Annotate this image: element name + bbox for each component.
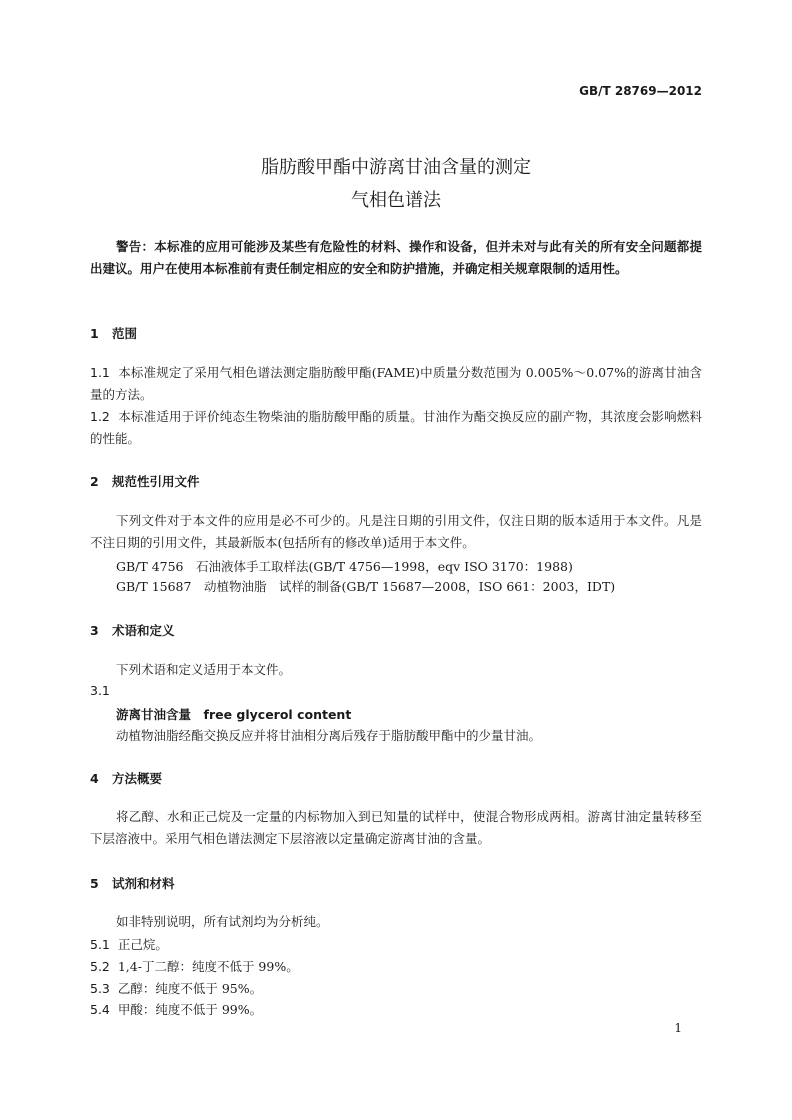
section-number: 1 <box>90 326 99 341</box>
section-title: 范围 <box>112 326 138 341</box>
section-number: 5 <box>90 876 99 891</box>
reagent-number: 5.4 <box>90 1002 110 1017</box>
reagent-item <box>90 979 262 997</box>
warning-paragraph: 警告：本标准的应用可能涉及某些有危险性的材料、操作和设备，但并未对与此有关的所有安全问题都提出建议。用户在使用本标准前有责任制定相应的安全和防护措施，并确定相关规章限制的适用性。 <box>90 239 702 276</box>
document-title: 脂肪酸甲酯中游离甘油含量的测定 <box>261 157 531 178</box>
section-title: 规范性引用文件 <box>112 474 200 489</box>
reagent-text: 甲酸：纯度不低于 99%。 <box>117 1002 263 1017</box>
section-number: 3 <box>90 623 99 638</box>
section-2-heading <box>90 472 200 490</box>
clause-text: 本标准适用于评价纯态生物柴油的脂肪酸甲酯的质量。甘油作为酯交换反应的副产物，其浓度会影响燃料的性能。 <box>90 409 702 446</box>
section-4-text: 将乙醇、水和正己烷及一定量的内标物加入到已知量的试样中，使混合物形成两相。游离甘油定量转移至下层溶液中。采用气相色谱法测定下层溶液以定量确定游离甘油的含量。 <box>90 809 702 846</box>
section-title: 术语和定义 <box>112 623 175 638</box>
reagent-text: 1,4-丁二醇：纯度不低于 99%。 <box>117 959 299 974</box>
clause-1-2 <box>90 406 702 450</box>
clause-1-1 <box>90 362 702 406</box>
reagent-text: 正己烷。 <box>117 937 168 952</box>
document-subtitle: 气相色谱法 <box>351 190 441 211</box>
section-5-heading <box>90 874 175 892</box>
clause-text: 本标准规定了采用气相色谱法测定脂肪酸甲酯(FAME)中质量分数范围为 0.005%～0.07%的游离甘油含量的方法。 <box>90 365 703 402</box>
section-title: 试剂和材料 <box>112 876 175 891</box>
term-heading: 游离甘油含量 free glycerol content <box>116 707 352 722</box>
reagent-number: 5.2 <box>90 959 110 974</box>
clause-3-1-number: 3.1 <box>90 683 110 698</box>
reagent-text: 乙醇：纯度不低于 95%。 <box>117 981 263 996</box>
section-1-heading <box>90 324 137 342</box>
section-2-intro: 下列文件对于本文件的应用是必不可少的。凡是注日期的引用文件，仅注日期的版本适用于本文件。凡是不注日期的引用文件，其最新版本(包括所有的修改单)适用于本文件。 <box>90 513 702 550</box>
section-number: 2 <box>90 474 99 489</box>
reagent-item <box>90 935 168 953</box>
reagent-item <box>90 1000 262 1018</box>
reagent-number: 5.1 <box>90 937 110 952</box>
reference-gb-t-15687: GB/T 15687 动植物油脂 试样的制备(GB/T 15687—2008，ISO 661：2003，IDT) <box>116 579 616 594</box>
section-4-heading <box>90 769 162 787</box>
section-3-intro: 下列术语和定义适用于本文件。 <box>116 662 292 677</box>
page-number: 1 <box>674 1021 682 1035</box>
standard-code: GB/T 28769—2012 <box>579 84 702 98</box>
section-3-heading <box>90 621 175 639</box>
clause-number: 1.2 <box>90 409 110 424</box>
clause-number: 1.1 <box>90 365 110 380</box>
reference-gb-t-4756: GB/T 4756 石油液体手工取样法(GB/T 4756—1998，eqv ISO 3170：1988) <box>116 559 573 574</box>
reagent-number: 5.3 <box>90 981 110 996</box>
section-title: 方法概要 <box>112 771 163 786</box>
section-number: 4 <box>90 771 99 786</box>
section-5-intro: 如非特别说明，所有试剂均为分析纯。 <box>116 914 329 929</box>
term-definition: 动植物油脂经酯交换反应并将甘油相分离后残存于脂肪酸甲酯中的少量甘油。 <box>116 728 542 743</box>
reagent-item <box>90 957 299 975</box>
